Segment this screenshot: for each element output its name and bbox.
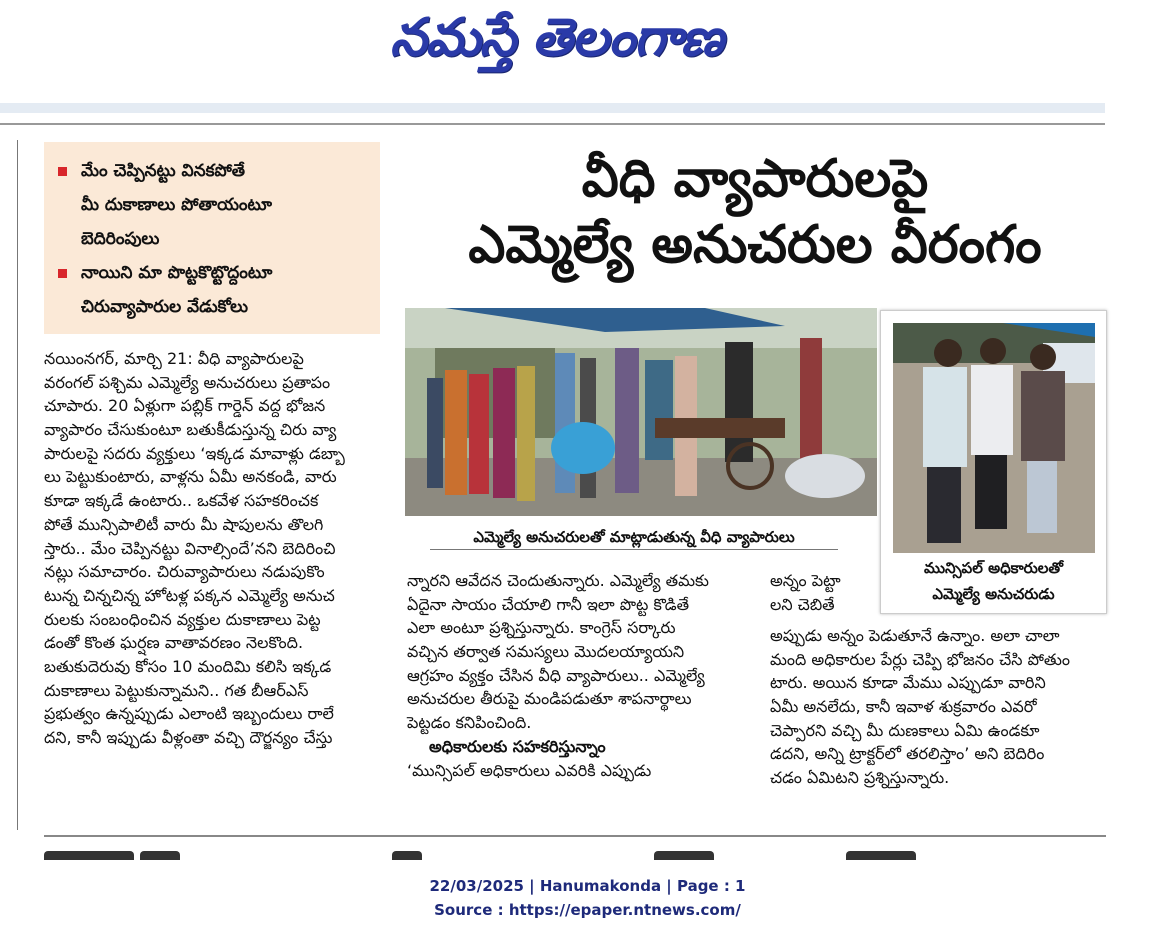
highlight-2: నాయిని మా పొట్టకొట్టొద్దంటూ చిరువ్యాపారుల వేడుకోలు (58, 256, 272, 324)
article-subhead: అధికారులకు సహకరిస్తున్నాం (429, 736, 606, 756)
headline-line-1: వీధి వ్యాపారులపై (581, 149, 929, 209)
headline (405, 146, 1105, 278)
photo-frame (880, 310, 1107, 614)
officials-photo (893, 323, 1095, 553)
next-headline-cutoff (44, 845, 1106, 860)
photo-caption-2: మున్సిపల్ అధికారులతో ఎమ్మెల్యే అనుచరుడు (923, 559, 1064, 603)
article-column-3-partial: అన్నం పెట్టా లని చెబితే (770, 571, 841, 614)
bullet-icon (58, 167, 67, 176)
top-divider (0, 123, 1105, 125)
footer-date-edition: 22/03/2025 | Hanumakonda | Page : 1 (429, 877, 746, 895)
article-column-2: న్నారని ఆవేదన చెందుతున్నారు. ఎమ్మెల్యే తమకు ఏదైనా సాయం చేయాలి గానీ ఇలా పొట్ట కొడితే ఎలా అంటూ ప్రశ్నిస్తున్నారు. కాంగ్రెస్ సర్కారు వచ్చిన తర్వాత సమస్యలు మొదలయ్యాయని ఆగ్రహం వ్యక్తం చేసిన వీధి వ్యాపారులు.. ఎమ్మెల్యే అనుచరుల తీరుపై మండిపడుతూ శాపనార్థాలు పెట్టడం కనిపించింది. అధికారులకు సహకరిస్తున్నాం ‘మున్సిపల్ అధికారులు ఎవరికి ఎప్పుడు (407, 569, 747, 782)
masthead-band (0, 103, 1105, 113)
column-divider (17, 140, 18, 830)
highlights-box (44, 142, 380, 334)
article-column-3: అప్పుడు అన్నం పెడుతూనే ఉన్నాం. అలా చాలా మంది అధికారుల పేర్లు చెప్పి భోజనం చేసి పోతుం టారు. అయిన కూడా మేము ఎప్పుడూ వారిని ఏమీ అనలేదు, కానీ ఇవాళ శుక్రవారం ఎవరో చెప్పారని వచ్చి మీ దుణకాలు ఏమి ఉండకూ డదని, అన్ని ట్రాక్టర్‌లో తరలిస్తాం’ అని బెదిరిం చడం ఏమిటని ప్రశ్నిస్తున్నారు. (770, 626, 1070, 788)
masthead (0, 0, 1175, 80)
highlight-1: మేం చెప్పినట్టు వినకపోతే మీ దుకాణాలు పోతాయంటూ బెదిరింపులు (58, 154, 272, 256)
photo-caption-1: ఎమ్మెల్యే అనుచరులతో మాట్లాడుతున్న వీధి వ్యాపారులు (430, 525, 838, 550)
newspaper-logo: నమస్తే తెలంగాణ (390, 8, 723, 68)
headline-line-2: ఎమ్మెల్యే అనుచరుల వీరంగం (468, 215, 1042, 275)
page-footer (0, 874, 1175, 922)
bottom-divider (44, 835, 1106, 837)
bullet-icon (58, 269, 67, 278)
footer-source: Source : https://epaper.ntnews.com/ (434, 901, 741, 919)
article-column-1: నయింనగర్, మార్చి 21: వీధి వ్యాపారులపై వరంగల్ పశ్చిమ ఎమ్మెల్యే అనుచరులు ప్రతాపం చూపారు. 20 ఏళ్లుగా పబ్లిక్ గార్డెన్ వద్ద భోజన వ్యాపారం చేసుకుంటూ బతుకీడుస్తున్న చిరు వ్యా పారులపై సదరు వ్యక్తులు ‘ఇక్కడ మావాళ్లు డబ్బా లు పెట్టుకుంటారు, వాళ్లను ఏమీ అనకండి, వారు కూడా ఇక్కడే ఉంటారు.. ఒకవేళ సహకరించక పోతే మున్సిపాలిటీ వారు మీ షాపులను తొలగి స్తారు.. మేం చెప్పినట్టు వినాల్సిందే’నని బెదిరించి నట్లు సమాచారం. చిరువ్యాపారులు నడుపుకొం టున్న చిన్నచిన్న హోటళ్ల పక్కన ఎమ్మెల్యే అనుచ రులకు సంబంధించిన వ్యక్తుల దుకాణాలు పెట్ట డంతో కొంత ఘర్షణ వాతావరణం నెలకొంది. బతుకుదెరువు కోసం 10 మందిమి కలిసి ఇక్కడ దుకాణాలు పెట్టుకున్నామని.. గత బీఆర్ఎస్ ప్రభుత్వం ఉన్నప్పుడు ఎలాంటి ఇబ్బందులు రాలే దని, కానీ ఇప్పుడు వీళ్లంతా వచ్చి దౌర్జన్యం చేస్తు (44, 349, 345, 747)
street-vendors-photo (405, 308, 877, 516)
